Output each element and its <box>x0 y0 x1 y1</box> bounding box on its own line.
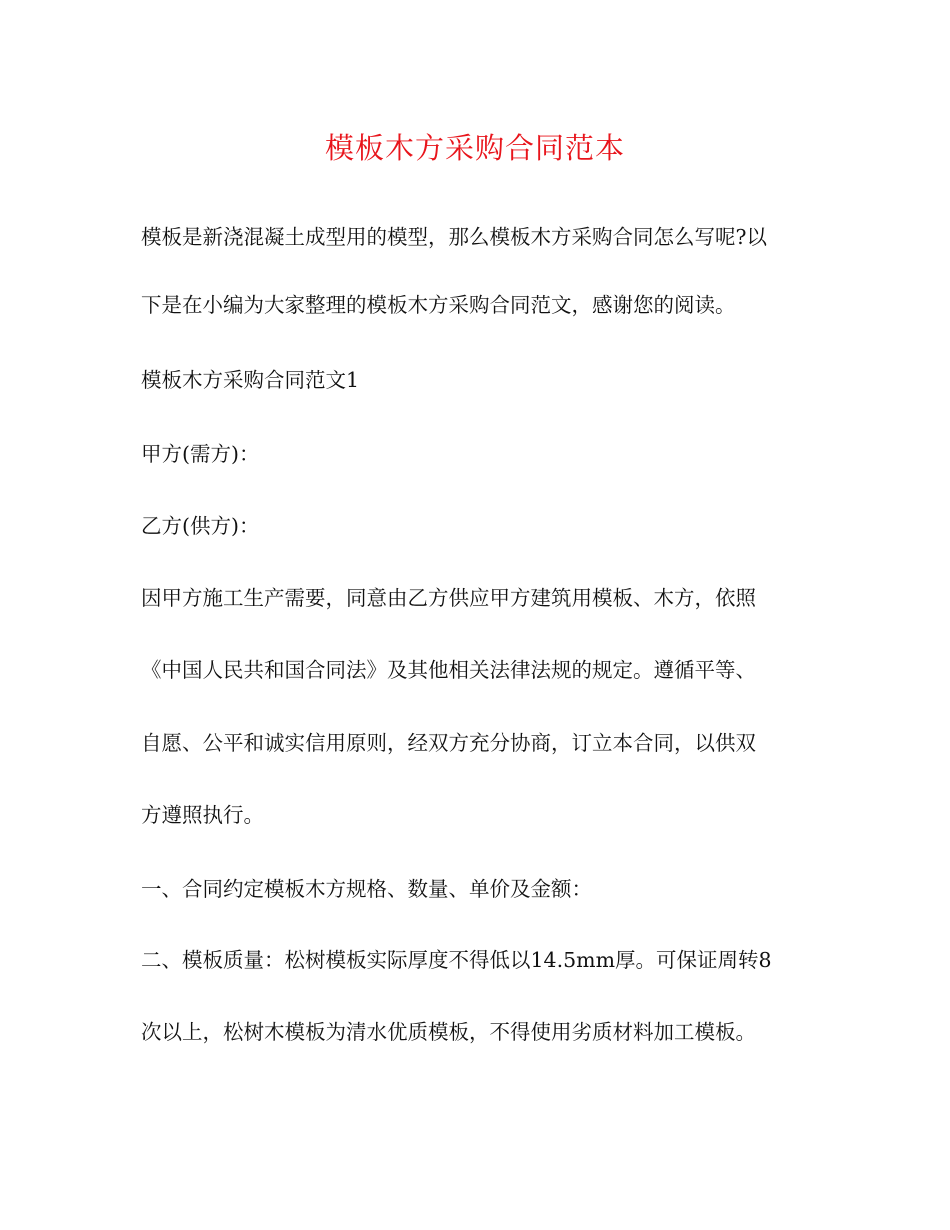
clause-2-line-2: 次以上，松树木模板为清水优质模板，不得使用劣质材料加工模板。 <box>141 1020 756 1044</box>
clause-2-line-1: 二、模板质量：松树模板实际厚度不得低以14.5mm厚。可保证周转8 <box>141 948 772 972</box>
section-heading-sample-1: 模板木方采购合同范文1 <box>141 368 360 392</box>
body-line-8: 自愿、公平和诚实信用原则，经双方充分协商，订立本合同，以供双 <box>141 731 756 755</box>
clause-1: 一、合同约定模板木方规格、数量、单价及金额： <box>141 877 592 901</box>
body-line-7: 《中国人民共和国合同法》及其他相关法律法规的规定。遵循平等、 <box>141 658 756 682</box>
body-line-2: 下是在小编为大家整理的模板木方采购合同范文，感谢您的阅读。 <box>141 293 736 317</box>
body-line-1: 模板是新浇混凝土成型用的模型，那么模板木方采购合同怎么写呢?以 <box>141 225 767 249</box>
party-b-line: 乙方(供方)： <box>141 514 260 538</box>
body-line-6: 因甲方施工生产需要，同意由乙方供应甲方建筑用模板、木方，依照 <box>141 586 756 610</box>
document-title: 模板木方采购合同范本 <box>324 131 625 165</box>
party-a-line: 甲方(需方)： <box>141 442 260 466</box>
body-line-9: 方遵照执行。 <box>141 803 264 827</box>
